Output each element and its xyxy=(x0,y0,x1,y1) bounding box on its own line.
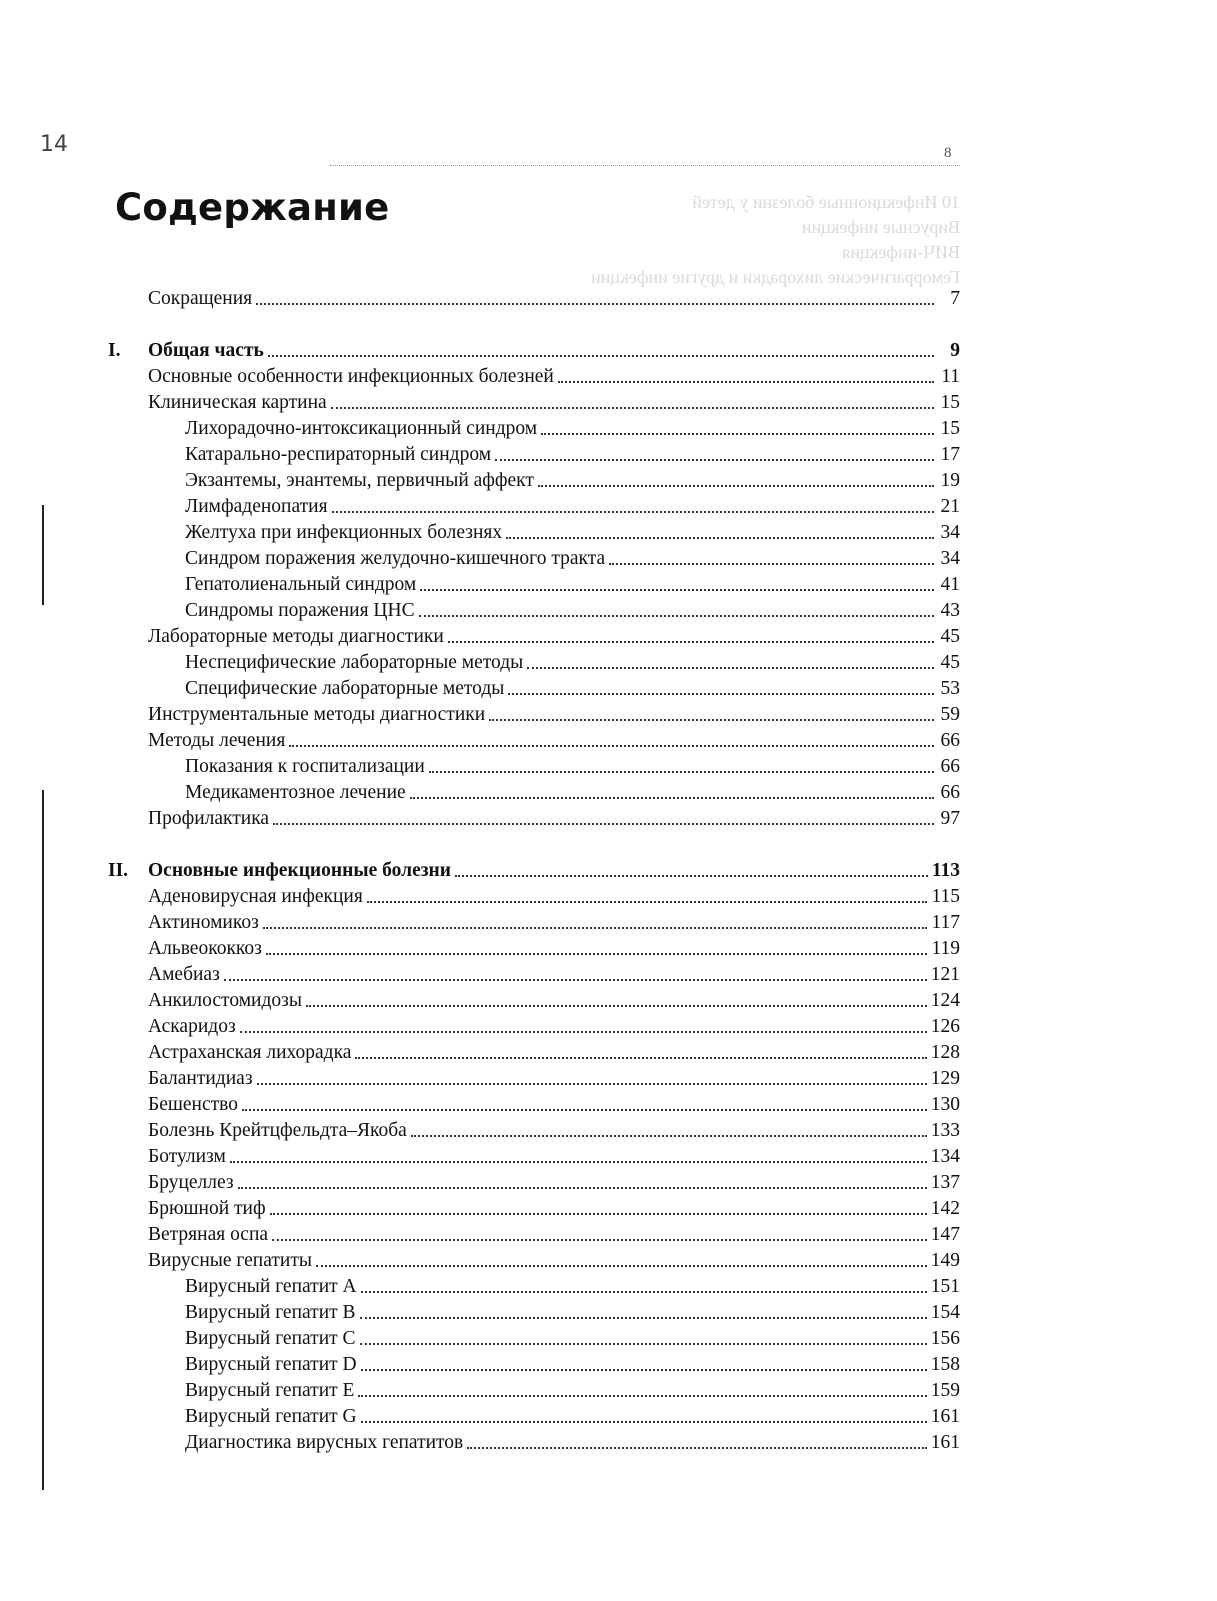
dot-leader xyxy=(240,1031,927,1033)
entry-title: Неспецифические лабораторные методы xyxy=(185,652,524,673)
page-title: Содержание xyxy=(115,186,390,229)
entry-title: Вирусный гепатит G xyxy=(185,1406,357,1427)
part-number: II. xyxy=(108,860,129,881)
dot-leader xyxy=(467,1447,927,1449)
entry-title: Экзантемы, энантемы, первичный аффект xyxy=(185,470,534,491)
entry-title: Желтуха при инфекционных болезнях xyxy=(185,522,503,543)
dot-leader xyxy=(331,407,934,409)
dot-leader xyxy=(332,511,934,513)
page-number: 129 xyxy=(930,1068,960,1089)
toc-entry xyxy=(108,1430,960,1456)
toc-entry xyxy=(108,650,960,676)
header-page-number: 8 xyxy=(944,145,952,161)
dot-leader xyxy=(420,589,934,591)
toc-entry xyxy=(108,780,960,806)
dot-leader xyxy=(355,1057,926,1059)
ghost-line: 10 Инфекционные болезни у детей xyxy=(692,192,960,212)
entry-title: Амебиаз xyxy=(148,964,220,985)
page-number: 161 xyxy=(930,1432,960,1453)
page-corner-mark: 14 xyxy=(40,132,68,157)
page-number: 130 xyxy=(930,1094,960,1115)
page-number: 45 xyxy=(940,652,960,673)
entry-title: Вирусный гепатит D xyxy=(185,1354,357,1375)
toc-part-heading xyxy=(108,858,960,884)
section-gap xyxy=(108,312,960,338)
toc-entry xyxy=(108,1040,960,1066)
entry-title: Гепатолиенальный синдром xyxy=(185,574,417,595)
dot-leader xyxy=(558,381,934,383)
toc-entry xyxy=(108,1352,960,1378)
dot-leader xyxy=(270,1213,927,1215)
dot-leader xyxy=(263,927,928,929)
entry-title: Вирусные гепатиты xyxy=(148,1250,312,1271)
dot-leader xyxy=(272,1239,927,1241)
toc-entry xyxy=(108,520,960,546)
dot-leader xyxy=(242,1109,927,1111)
page-number: 128 xyxy=(930,1042,960,1063)
dot-leader xyxy=(527,667,934,669)
toc-entry xyxy=(108,1014,960,1040)
entry-title: Астраханская лихорадка xyxy=(148,1042,352,1063)
page-number: 158 xyxy=(930,1354,960,1375)
toc-entry xyxy=(108,754,960,780)
dot-leader xyxy=(273,823,934,825)
entry-title: Аскаридоз xyxy=(148,1016,236,1037)
toc-entry xyxy=(108,1248,960,1274)
dot-leader xyxy=(538,485,934,487)
page-number: 53 xyxy=(940,678,960,699)
entry-title: Сокращения xyxy=(148,288,253,309)
toc-entry xyxy=(108,1118,960,1144)
entry-title: Лихорадочно-интоксикационный синдром xyxy=(185,418,538,439)
page-number: 137 xyxy=(930,1172,960,1193)
toc-entry xyxy=(108,962,960,988)
page-number: 11 xyxy=(941,366,960,387)
page-number: 121 xyxy=(930,964,960,985)
dot-leader xyxy=(508,693,934,695)
entry-title: Актиномикоз xyxy=(148,912,259,933)
dot-leader xyxy=(289,745,934,747)
entry-title: Медикаментозное лечение xyxy=(185,782,406,803)
page-number: 43 xyxy=(940,600,960,621)
entry-title: Методы лечения xyxy=(148,730,286,751)
toc-entry xyxy=(108,1222,960,1248)
page-number: 15 xyxy=(940,418,960,439)
page-number: 115 xyxy=(931,886,960,907)
toc-entry xyxy=(108,1092,960,1118)
page-number: 142 xyxy=(930,1198,960,1219)
scan-edge-mark xyxy=(42,505,44,605)
dot-leader xyxy=(360,1343,927,1345)
dot-leader xyxy=(609,563,934,565)
dot-leader xyxy=(238,1187,927,1189)
entry-title: Основные особенности инфекционных болезней xyxy=(148,366,554,387)
entry-title: Показания к госпитализации xyxy=(185,756,425,777)
entry-title: Диагностика вирусных гепатитов xyxy=(185,1432,464,1453)
toc-entry xyxy=(108,416,960,442)
scan-edge-mark xyxy=(42,790,44,1490)
toc-entry xyxy=(108,442,960,468)
page-number: 97 xyxy=(940,808,960,829)
entry-title: Катарально-респираторный синдром xyxy=(185,444,492,465)
dot-leader xyxy=(429,771,934,773)
dot-leader xyxy=(268,355,934,357)
toc-entry xyxy=(108,468,960,494)
page-number: 154 xyxy=(930,1302,960,1323)
dot-leader xyxy=(489,719,934,721)
entry-title: Бешенство xyxy=(148,1094,238,1115)
dot-leader xyxy=(224,979,927,981)
page-number: 149 xyxy=(930,1250,960,1271)
page-number: 45 xyxy=(940,626,960,647)
toc-entry xyxy=(108,728,960,754)
dot-leader xyxy=(495,459,934,461)
page-number: 34 xyxy=(940,548,960,569)
entry-title: Вирусный гепатит E xyxy=(185,1380,355,1401)
page-number: 134 xyxy=(930,1146,960,1167)
ghost-line: Геморрагические лихорадки и другие инфекции xyxy=(591,267,960,287)
page-number: 66 xyxy=(940,730,960,751)
dot-leader xyxy=(455,875,928,877)
toc-entry xyxy=(108,364,960,390)
entry-title: Брюшной тиф xyxy=(148,1198,266,1219)
dot-leader xyxy=(448,641,934,643)
entry-title: Синдром поражения желудочно-кишечного тракта xyxy=(185,548,606,569)
toc-entry xyxy=(108,390,960,416)
dot-leader xyxy=(367,901,928,903)
part-title: Общая часть xyxy=(148,340,264,361)
toc-entry xyxy=(108,1300,960,1326)
toc-entry xyxy=(108,1326,960,1352)
entry-title: Лабораторные методы диагностики xyxy=(148,626,444,647)
dot-leader xyxy=(316,1265,927,1267)
toc-entry xyxy=(108,494,960,520)
toc-entry xyxy=(108,1378,960,1404)
toc-entry xyxy=(108,702,960,728)
page-number: 21 xyxy=(940,496,960,517)
entry-title: Вирусный гепатит C xyxy=(185,1328,356,1349)
page-number: 124 xyxy=(930,990,960,1011)
toc-entry xyxy=(108,676,960,702)
entry-title: Лимфаденопатия xyxy=(185,496,328,517)
section-gap xyxy=(108,832,960,858)
entry-title: Анкилостомидозы xyxy=(148,990,302,1011)
dot-leader xyxy=(230,1161,927,1163)
dot-leader xyxy=(361,1369,927,1371)
toc-part-heading xyxy=(108,338,960,364)
dot-leader xyxy=(257,1083,927,1085)
entry-title: Ботулизм xyxy=(148,1146,226,1167)
page-number: 19 xyxy=(940,470,960,491)
toc-entry xyxy=(108,286,960,312)
page-number: 133 xyxy=(930,1120,960,1141)
toc-entry xyxy=(108,546,960,572)
page-number: 66 xyxy=(940,782,960,803)
part-title: Основные инфекционные болезни xyxy=(148,860,452,881)
page-number: 34 xyxy=(940,522,960,543)
page-number: 17 xyxy=(940,444,960,465)
page-number: 126 xyxy=(930,1016,960,1037)
entry-title: Болезнь Крейтцфельдта–Якоба xyxy=(148,1120,407,1141)
entry-title: Аденовирусная инфекция xyxy=(148,886,363,907)
page-number: 66 xyxy=(940,756,960,777)
page-number: 15 xyxy=(940,392,960,413)
toc-entry xyxy=(108,1170,960,1196)
page-number: 41 xyxy=(940,574,960,595)
dot-leader xyxy=(361,1421,927,1423)
page-number: 9 xyxy=(950,340,960,361)
dot-leader xyxy=(306,1005,927,1007)
page-number: 59 xyxy=(940,704,960,725)
entry-title: Синдромы поражения ЦНС xyxy=(185,600,415,621)
page-number: 7 xyxy=(950,288,960,309)
dot-leader xyxy=(358,1395,926,1397)
toc-entry xyxy=(108,1196,960,1222)
page-number: 119 xyxy=(931,938,960,959)
toc-entry xyxy=(108,624,960,650)
entry-title: Вирусный гепатит A xyxy=(185,1276,357,1297)
page-number: 156 xyxy=(930,1328,960,1349)
dot-leader xyxy=(360,1317,927,1319)
running-header-rule xyxy=(330,165,960,166)
toc-entry xyxy=(108,884,960,910)
dot-leader xyxy=(506,537,934,539)
toc-entry xyxy=(108,572,960,598)
entry-title: Вирусный гепатит B xyxy=(185,1302,356,1323)
table-of-contents xyxy=(108,286,960,1456)
toc-entry xyxy=(108,598,960,624)
toc-entry xyxy=(108,1144,960,1170)
part-number: I. xyxy=(108,340,121,361)
entry-title: Ветряная оспа xyxy=(148,1224,269,1245)
entry-title: Профилактика xyxy=(148,808,270,829)
page-number: 117 xyxy=(931,912,960,933)
dot-leader xyxy=(541,433,934,435)
page-number: 161 xyxy=(930,1406,960,1427)
dot-leader xyxy=(419,615,934,617)
entry-title: Специфические лабораторные методы xyxy=(185,678,505,699)
dot-leader xyxy=(266,953,928,955)
page-number: 151 xyxy=(930,1276,960,1297)
entry-title: Балантидиаз xyxy=(148,1068,253,1089)
entry-title: Клиническая картина xyxy=(148,392,327,413)
ghost-line: ВИЧ-инфекция xyxy=(842,242,960,262)
toc-entry xyxy=(108,806,960,832)
ghost-line: Вирусные инфекции xyxy=(801,217,960,237)
entry-title: Бруцеллез xyxy=(148,1172,234,1193)
toc-entry xyxy=(108,910,960,936)
page-number: 147 xyxy=(930,1224,960,1245)
toc-entry xyxy=(108,936,960,962)
dot-leader xyxy=(361,1291,927,1293)
toc-entry xyxy=(108,988,960,1014)
page-number: 113 xyxy=(931,860,960,881)
dot-leader xyxy=(256,303,934,305)
toc-entry xyxy=(108,1066,960,1092)
toc-entry xyxy=(108,1274,960,1300)
page-number: 159 xyxy=(930,1380,960,1401)
entry-title: Альвеококкоз xyxy=(148,938,262,959)
dot-leader xyxy=(410,797,934,799)
entry-title: Инструментальные методы диагностики xyxy=(148,704,486,725)
dot-leader xyxy=(411,1135,927,1137)
toc-entry xyxy=(108,1404,960,1430)
